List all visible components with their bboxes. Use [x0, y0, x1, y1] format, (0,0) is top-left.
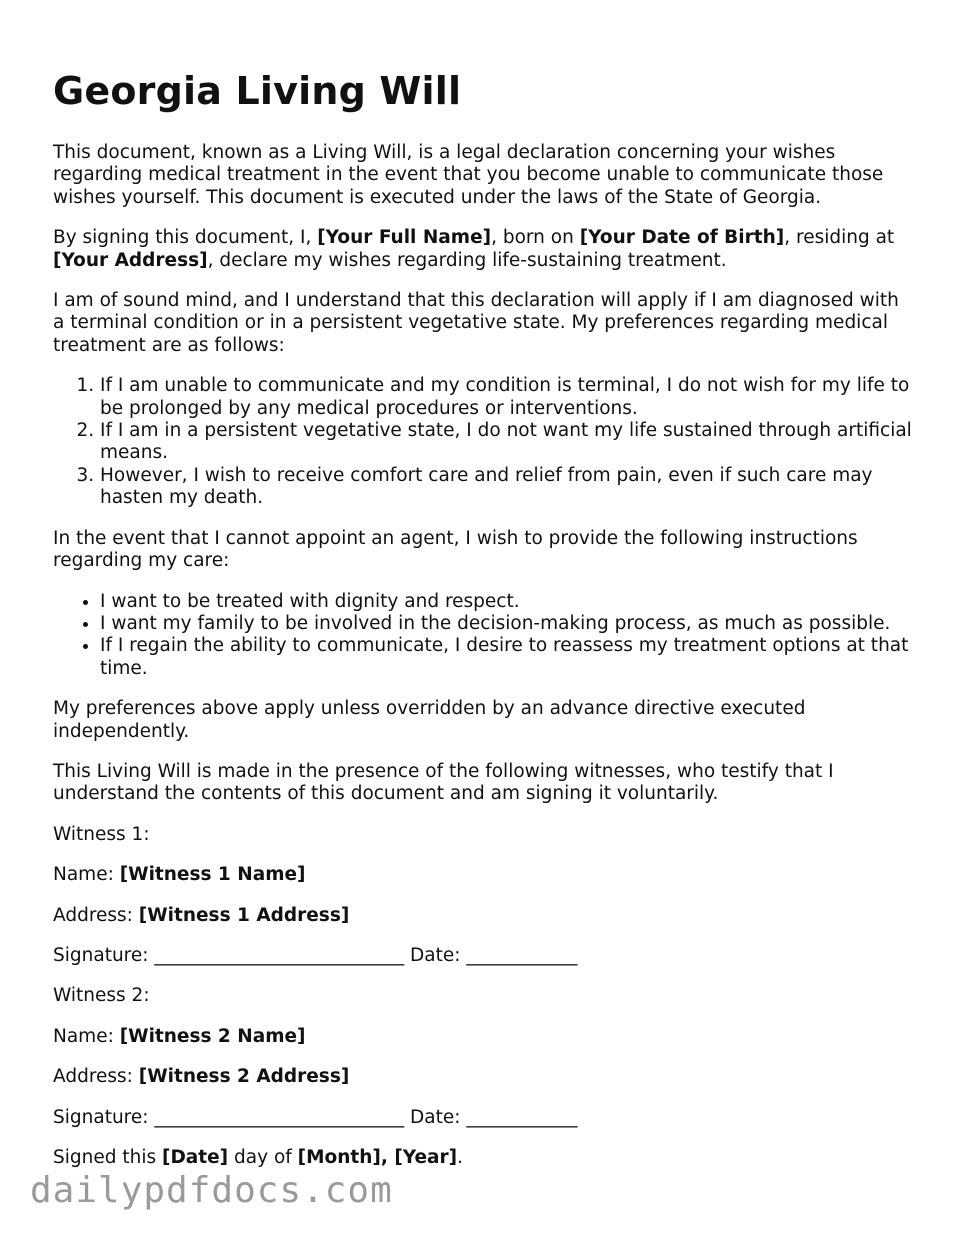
- witness-2-signature-line: Signature: ___________________________ Date: ____________: [53, 1106, 578, 1128]
- dob-placeholder: [Your Date of Birth]: [579, 227, 785, 249]
- witness-2-name: Name: [Witness 2 Name]: [53, 1025, 306, 1047]
- witness-1-address: Address: [Witness 1 Address]: [53, 904, 350, 926]
- document-page: [53, 68, 913, 1187]
- list-item: 1. If I am unable to communicate and my condition is terminal, I do not wish for my life to be prolonged by any medical procedures or interventions.: [100, 375, 913, 420]
- override-paragraph: My preferences above apply unless overridden by an advance directive executed independently.: [53, 698, 806, 742]
- list-item: • If I regain the ability to communicate, I desire to reassess my treatment options at that time.: [100, 635, 913, 680]
- list-item: • I want my family to be involved in the decision-making process, as much as possible.: [100, 613, 913, 635]
- witness-1-name: Name: [Witness 1 Name]: [53, 864, 306, 886]
- list-item: • I want to be treated with dignity and respect.: [100, 591, 913, 613]
- intro-paragraph: This document, known as a Living Will, is a legal declaration concerning your wishes regarding medical treatment in the event that you become unable to communicate those wishes yourself. This document is executed under the laws of the State of Georgia.: [53, 142, 884, 208]
- witness-1-signature-line: Signature: ___________________________ Date: ____________: [53, 944, 578, 966]
- witness-2-heading: Witness 2:: [53, 985, 150, 1007]
- signed-line: Signed this [Date] day of [Month], [Year].: [53, 1147, 464, 1168]
- instructions-list: [53, 591, 913, 681]
- witness-2-address: Address: [Witness 2 Address]: [53, 1066, 350, 1088]
- list-item: 3. However, I wish to receive comfort care and relief from pain, even if such care may hasten my death.: [100, 465, 913, 510]
- watermark: dailypdfdocs.com: [30, 1170, 393, 1211]
- agent-intro-paragraph: In the event that I cannot appoint an agent, I wish to provide the following instructions regarding my care:: [53, 527, 858, 572]
- list-item: 2. If I am in a persistent vegetative state, I do not want my life sustained through artificial means.: [100, 420, 913, 465]
- preferences-list: [53, 375, 913, 509]
- full-name-placeholder: [Your Full Name]: [317, 227, 492, 249]
- witness-intro-paragraph: This Living Will is made in the presence of the following witnesses, who testify that I understand the contents of this document and am signing it voluntarily.: [53, 760, 834, 805]
- address-placeholder: [Your Address]: [53, 249, 208, 271]
- document-title: Georgia Living Will: [53, 69, 462, 113]
- declaration-paragraph: By signing this document, I, [Your Full Name], born on [Your Date of Birth], residing at [Your Address], declare my wishes regarding life-sustaining treatment.: [53, 227, 895, 271]
- sound-mind-paragraph: I am of sound mind, and I understand that this declaration will apply if I am diagnosed with a terminal condition or in a persistent vegetative state. My preferences regarding medical treatment are as follows:: [53, 290, 899, 356]
- witness-1-heading: Witness 1:: [53, 823, 150, 845]
